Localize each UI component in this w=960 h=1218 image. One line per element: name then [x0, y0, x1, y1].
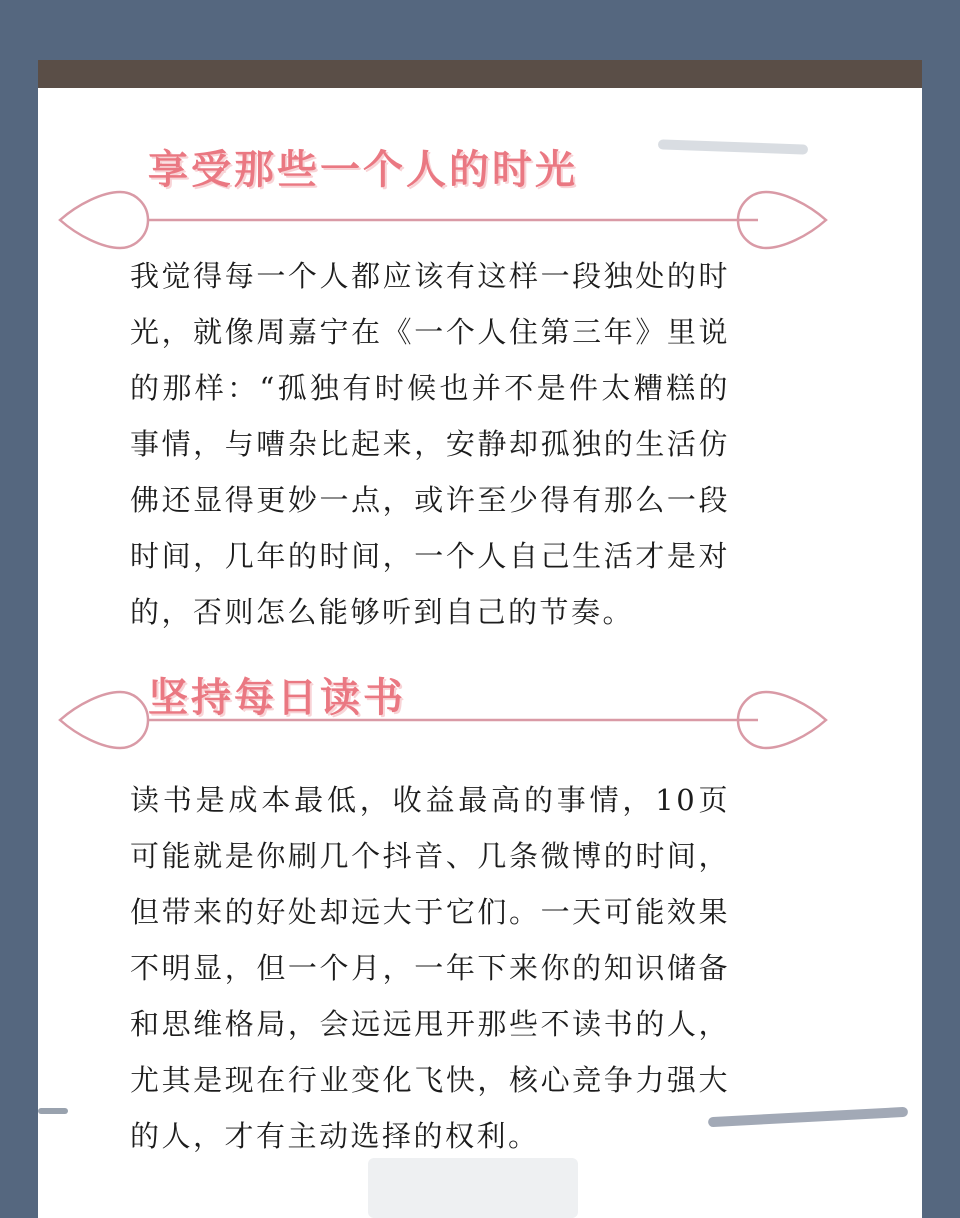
section-heading: 坚持每日读书	[148, 675, 406, 721]
scan-smudge	[708, 1107, 908, 1127]
section-heading: 享受那些一个人的时光	[148, 147, 578, 193]
section-body: 读书是成本最低，收益最高的事情，10页可能就是你刷几个抖音、几条微博的时间，但带来的好处却远大于它们。一天可能效果不明显，但一个月，一年下来你的知识储备和思维格局，会远远甩开那些不读书的人，尤其是现在行业变化飞快，核心竞争力强大的人，才有主动选择的权利。	[130, 783, 730, 1153]
ornament-divider	[58, 190, 828, 250]
watermark-patch	[368, 1158, 578, 1218]
paper-sheet	[38, 60, 922, 1218]
top-bar	[38, 60, 922, 88]
section-body: 我觉得每一个人都应该有这样一段独处的时光，就像周嘉宁在《一个人住第三年》里说的那样：“孤独有时候也并不是件太糟糕的事情，与嘈杂比起来，安静却孤独的生活仿佛还显得更妙一点，或许至少得有那么一段时间，几年的时间，一个人自己生活才是对的，否则怎么能够听到自己的节奏。	[130, 259, 730, 629]
ornament-divider	[58, 690, 828, 750]
scan-smudge	[658, 139, 808, 154]
scan-smudge	[38, 1108, 68, 1114]
